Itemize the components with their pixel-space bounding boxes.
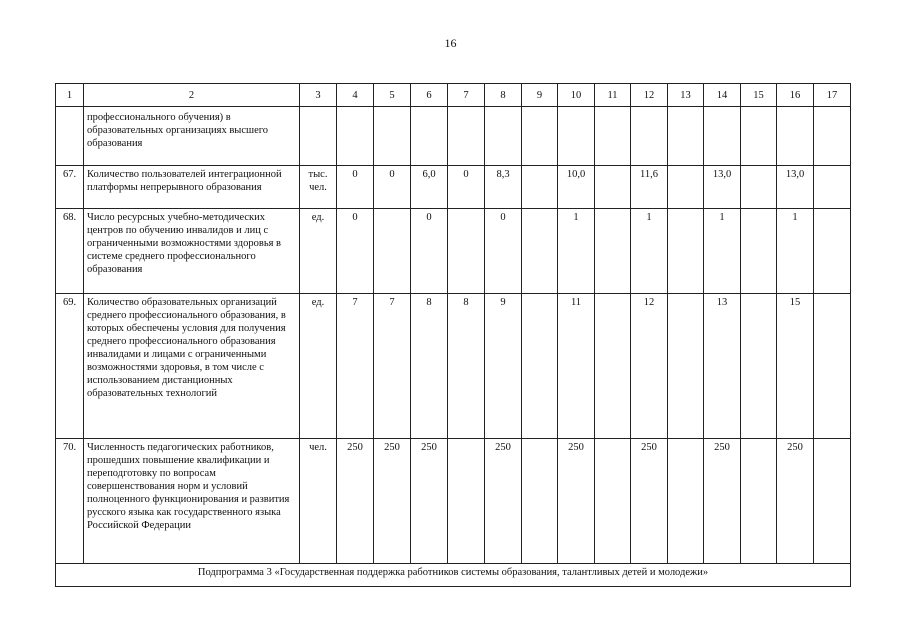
value-cell-col-7 [448,439,485,564]
column-header-2: 2 [84,84,300,107]
column-header-12: 12 [631,84,668,107]
value-cell-col-12: 1 [631,209,668,294]
value-cell-col-9 [522,439,558,564]
value-cell-col-11 [595,107,631,166]
value-cell-col-16: 15 [777,294,814,439]
column-header-3: 3 [300,84,337,107]
value-cell-col-15 [741,166,777,209]
value-cell-col-16 [777,107,814,166]
value-cell-col-6 [411,107,448,166]
value-cell-col-8: 8,3 [485,166,522,209]
value-cell-col-4 [337,107,374,166]
value-cell-col-17 [814,166,851,209]
value-cell-col-11 [595,439,631,564]
row-number [56,107,84,166]
table-row [56,209,851,294]
value-cell-col-14: 1 [704,209,741,294]
value-cell-col-10: 250 [558,439,595,564]
value-cell-col-10: 10,0 [558,166,595,209]
value-cell-col-9 [522,294,558,439]
value-cell-col-5 [374,209,411,294]
column-header-10: 10 [558,84,595,107]
value-cell-col-4: 250 [337,439,374,564]
value-cell-col-16: 13,0 [777,166,814,209]
value-cell-col-4: 0 [337,209,374,294]
unit-of-measure: ед. [300,294,337,439]
subprogram-title: Подпрограмма 3 «Государственная поддержка работников системы образования, талантливых детей и молодежи» [56,564,851,587]
value-cell-col-7: 8 [448,294,485,439]
value-cell-col-11 [595,209,631,294]
column-header-14: 14 [704,84,741,107]
column-header-9: 9 [522,84,558,107]
indicator-name: профессионального обучения) в образовательных организациях высшего образования [84,107,300,166]
value-cell-col-11 [595,294,631,439]
column-header-5: 5 [374,84,411,107]
column-header-16: 16 [777,84,814,107]
value-cell-col-8: 250 [485,439,522,564]
value-cell-col-6: 8 [411,294,448,439]
value-cell-col-15 [741,107,777,166]
value-cell-col-12: 11,6 [631,166,668,209]
table-row [56,439,851,564]
header-row [56,84,851,107]
value-cell-col-15 [741,439,777,564]
row-number: 70. [56,439,84,564]
value-cell-col-16: 250 [777,439,814,564]
value-cell-col-5: 7 [374,294,411,439]
unit-of-measure [300,107,337,166]
column-header-13: 13 [668,84,704,107]
value-cell-col-12 [631,107,668,166]
value-cell-col-5 [374,107,411,166]
row-number: 67. [56,166,84,209]
value-cell-col-11 [595,166,631,209]
subprogram-row [56,564,851,587]
indicator-name: Количество образовательных организаций среднего профессионального образования, в которых обеспечены условия для получения среднего профессионального образования инвалидами и лицами с ограниченными возможностями здоровья, в том числе с использованием дистанционных образовательных технологий [84,294,300,439]
column-header-15: 15 [741,84,777,107]
value-cell-col-9 [522,166,558,209]
value-cell-col-17 [814,294,851,439]
value-cell-col-12: 250 [631,439,668,564]
value-cell-col-12: 12 [631,294,668,439]
column-header-4: 4 [337,84,374,107]
value-cell-col-6: 0 [411,209,448,294]
table-row [56,166,851,209]
value-cell-col-14 [704,107,741,166]
column-header-17: 17 [814,84,851,107]
value-cell-col-7 [448,209,485,294]
table-body [56,107,851,587]
value-cell-col-8: 9 [485,294,522,439]
row-number: 68. [56,209,84,294]
value-cell-col-8: 0 [485,209,522,294]
indicator-name: Численность педагогических работников, прошедших повышение квалификации и переподготовку по вопросам совершенствования норм и условий полноценного функционирования и развития русского языка как государственного языка Российской Федерации [84,439,300,564]
value-cell-col-9 [522,107,558,166]
column-header-8: 8 [485,84,522,107]
value-cell-col-17 [814,209,851,294]
value-cell-col-7: 0 [448,166,485,209]
value-cell-col-15 [741,209,777,294]
value-cell-col-10 [558,107,595,166]
value-cell-col-13 [668,294,704,439]
unit-of-measure: тыс. чел. [300,166,337,209]
value-cell-col-16: 1 [777,209,814,294]
column-header-7: 7 [448,84,485,107]
row-number: 69. [56,294,84,439]
value-cell-col-13 [668,209,704,294]
value-cell-col-5: 250 [374,439,411,564]
value-cell-col-10: 1 [558,209,595,294]
value-cell-col-5: 0 [374,166,411,209]
value-cell-col-4: 0 [337,166,374,209]
value-cell-col-17 [814,107,851,166]
column-header-11: 11 [595,84,631,107]
unit-of-measure: чел. [300,439,337,564]
indicators-table [55,83,851,587]
value-cell-col-15 [741,294,777,439]
value-cell-col-6: 6,0 [411,166,448,209]
value-cell-col-7 [448,107,485,166]
value-cell-col-13 [668,166,704,209]
table-row-continuation [56,107,851,166]
value-cell-col-14: 13,0 [704,166,741,209]
column-header-1: 1 [56,84,84,107]
page-number: 16 [444,36,457,50]
value-cell-col-6: 250 [411,439,448,564]
value-cell-col-10: 11 [558,294,595,439]
value-cell-col-4: 7 [337,294,374,439]
value-cell-col-8 [485,107,522,166]
unit-of-measure: ед. [300,209,337,294]
value-cell-col-9 [522,209,558,294]
indicator-name: Число ресурсных учебно-методических центров по обучению инвалидов и лиц с ограниченными возможностями здоровья в системе среднего профессионального образования [84,209,300,294]
value-cell-col-13 [668,439,704,564]
value-cell-col-14: 250 [704,439,741,564]
column-header-6: 6 [411,84,448,107]
indicator-name: Количество пользователей интеграционной платформы непрерывного образования [84,166,300,209]
value-cell-col-17 [814,439,851,564]
value-cell-col-13 [668,107,704,166]
table-row [56,294,851,439]
value-cell-col-14: 13 [704,294,741,439]
